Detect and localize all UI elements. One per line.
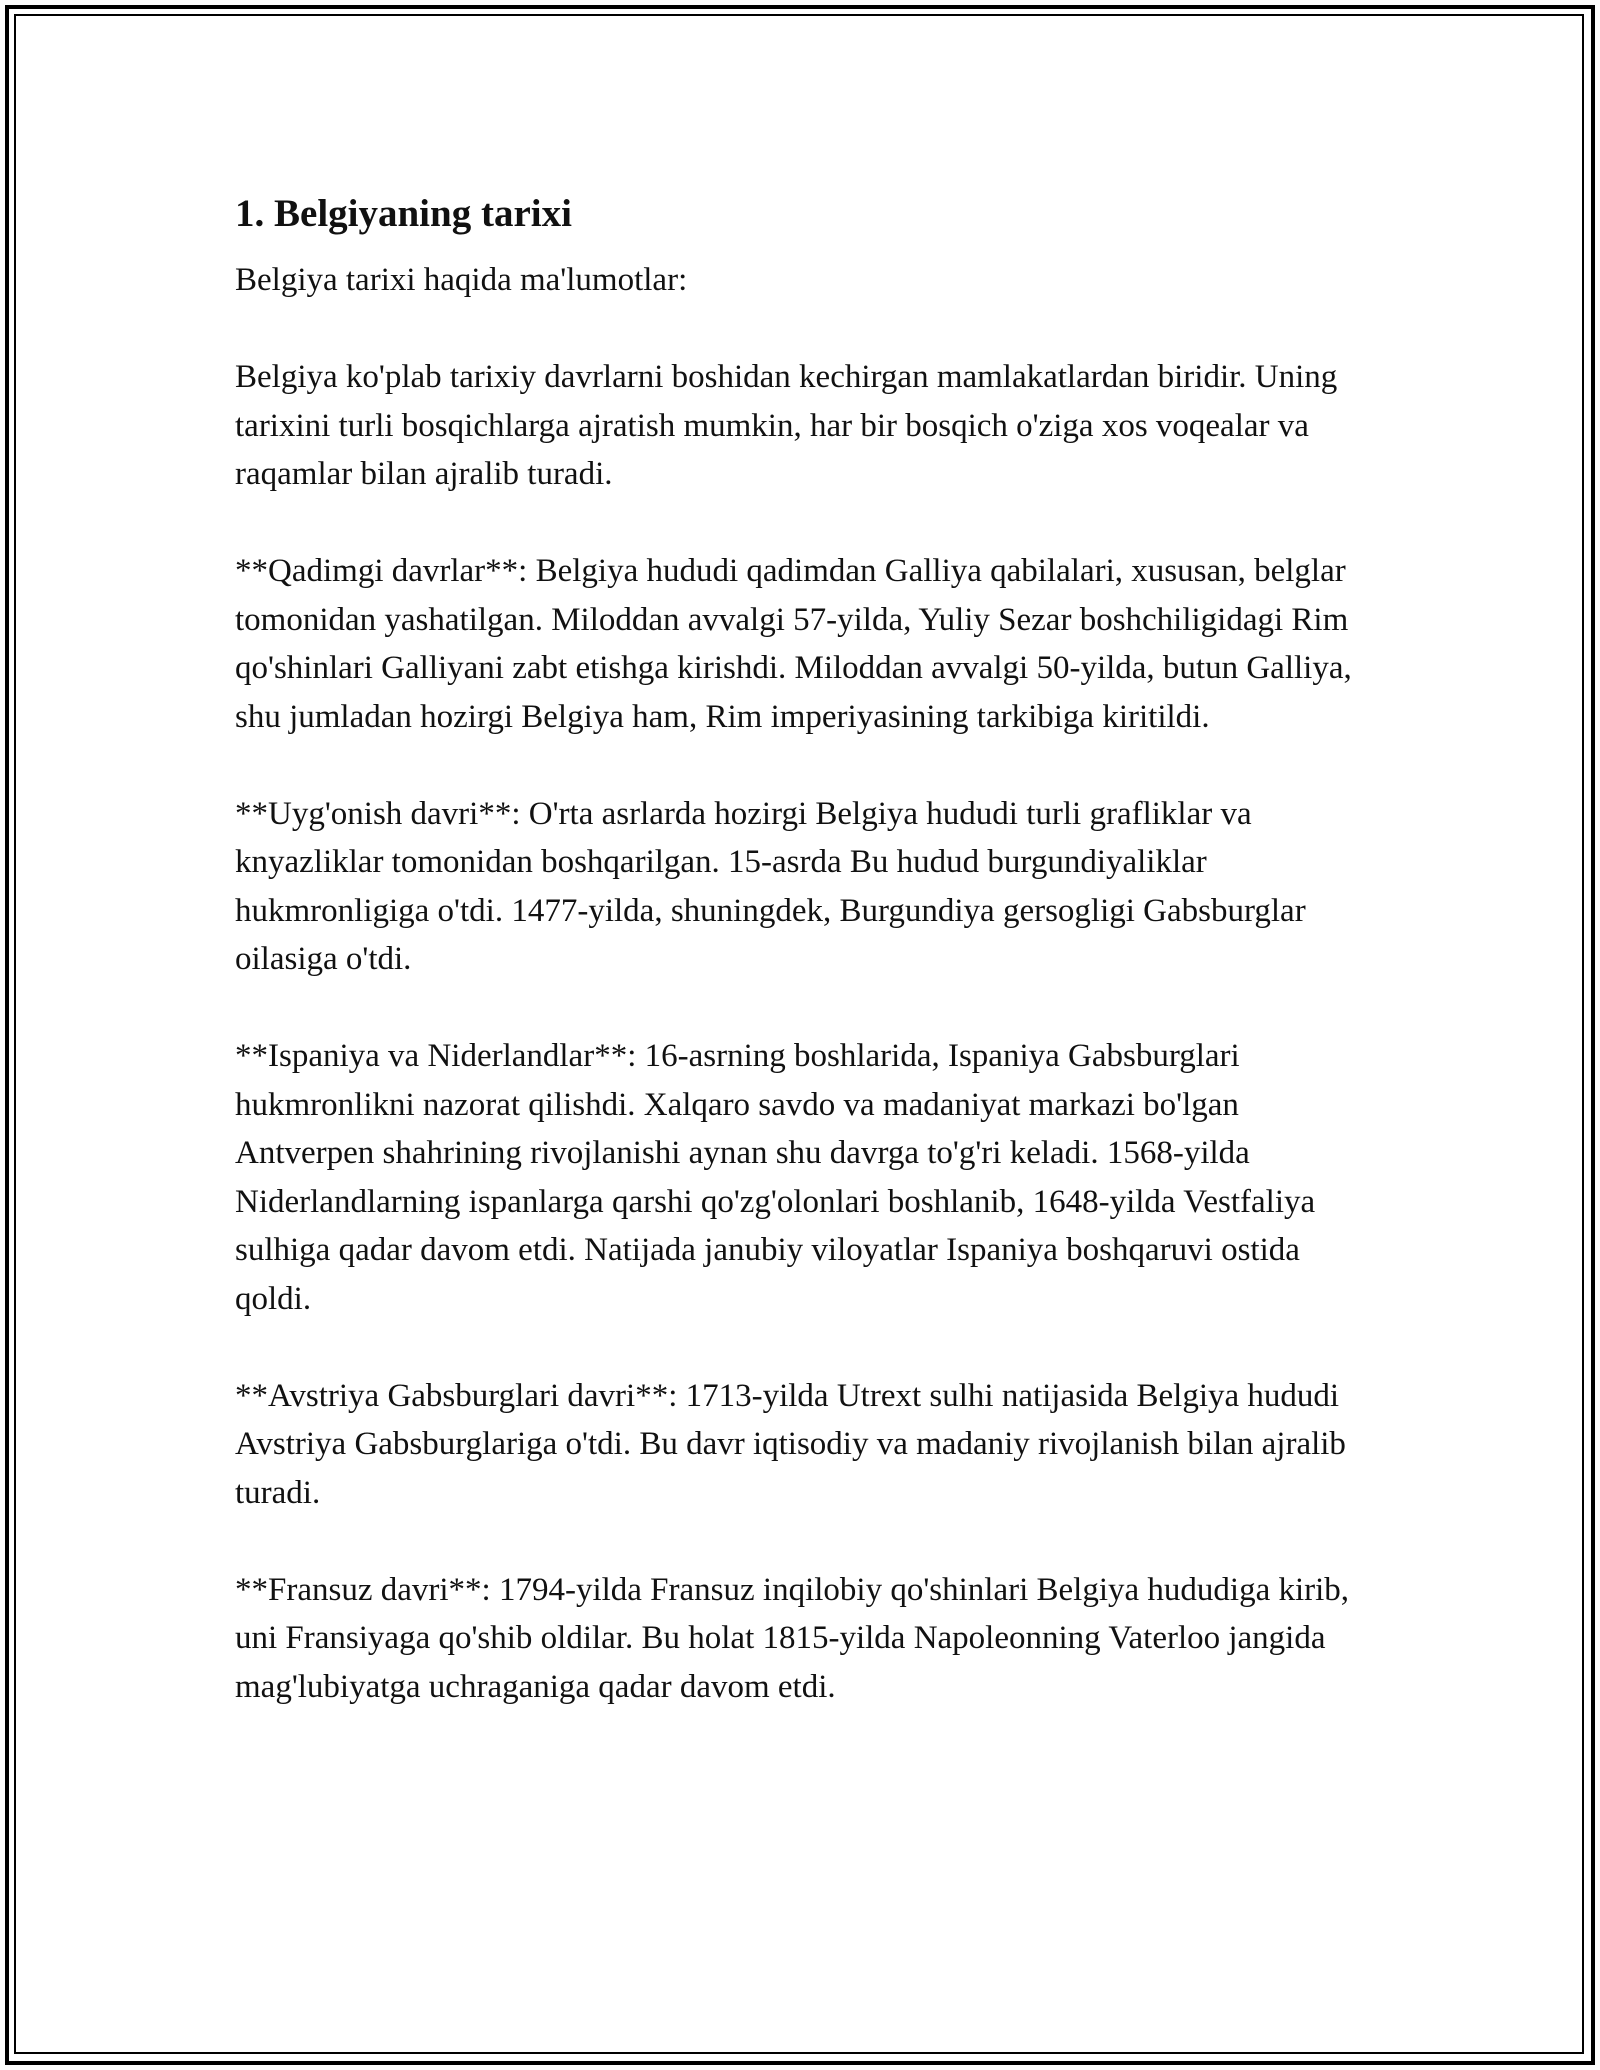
paragraph-ancient-period: **Qadimgi davrlar**: Belgiya hududi qadimdan Galliya qabilalari, xususan, belglar tomonidan yashatilgan. Miloddan avvalgi 57-yilda, Yuliy Sezar boshchiligidagi Rim qo'shinlari Galliyani zabt etishga kirishdi. Miloddan avvalgi 50-yilda, butun Galliya, shu jumladan hozirgi Belgiya ham, Rim imperiyasining tarkibiga kiritildi. [235, 553, 1352, 735]
paragraph-overview: Belgiya ko'plab tarixiy davrlarni boshidan kechirgan mamlakatlardan biridir. Uning tarixini turli bosqichlarga ajratish mumkin, har bir bosqich o'ziga xos voqealar va raqamlar bilan ajralib turadi. [235, 359, 1338, 492]
paragraph-austrian-habsburg-period: **Avstriya Gabsburglari davri**: 1713-yilda Utrext sulhi natijasida Belgiya hududi Avstriya Gabsburglariga o'tdi. Bu davr iqtisodiy va madaniy rivojlanish bilan ajralib turadi. [235, 1377, 1346, 1511]
paragraph-spain-netherlands: **Ispaniya va Niderlandlar**: 16-asrning boshlarida, Ispaniya Gabsburglari hukmronlikni nazorat qilishdi. Xalqaro savdo va madaniyat markazi bo'lgan Antverpen shahrining rivojlanishi aynan shu davrga to'g'ri keladi. 1568-yilda Niderlandlarning ispanlarga qarshi qo'zg'olonlari boshlanib, 1648-yilda Vestfaliya sulhiga qadar davom etdi. Natijada janubiy viloyatlar Ispaniya boshqaruvi ostida qoldi. [235, 1038, 1316, 1317]
paragraph-french-period: **Fransuz davri**: 1794-yilda Fransuz inqilobiy qo'shinlari Belgiya hududiga kirib, uni Fransiyaga qo'shib oldilar. Bu holat 1815-yilda Napoleonning Vaterloo jangida mag'lubiyatga uchraganiga qadar davom etdi. [235, 1571, 1350, 1705]
intro-paragraph: Belgiya tarixi haqida ma'lumotlar: [235, 262, 688, 298]
document-body [235, 186, 1380, 1760]
paragraph-renaissance-period: **Uyg'onish davri**: O'rta asrlarda hozirgi Belgiya hududi turli grafliklar va knyazliklar tomonidan boshqarilgan. 15-asrda Bu hudud burgundiyaliklar hukmronligiga o'tdi. 1477-yilda, shuningdek, Burgundiya gersogligi Gabsburglar oilasiga o'tdi. [235, 795, 1306, 977]
section-heading: 1. Belgiyaning tarixi [235, 192, 572, 235]
